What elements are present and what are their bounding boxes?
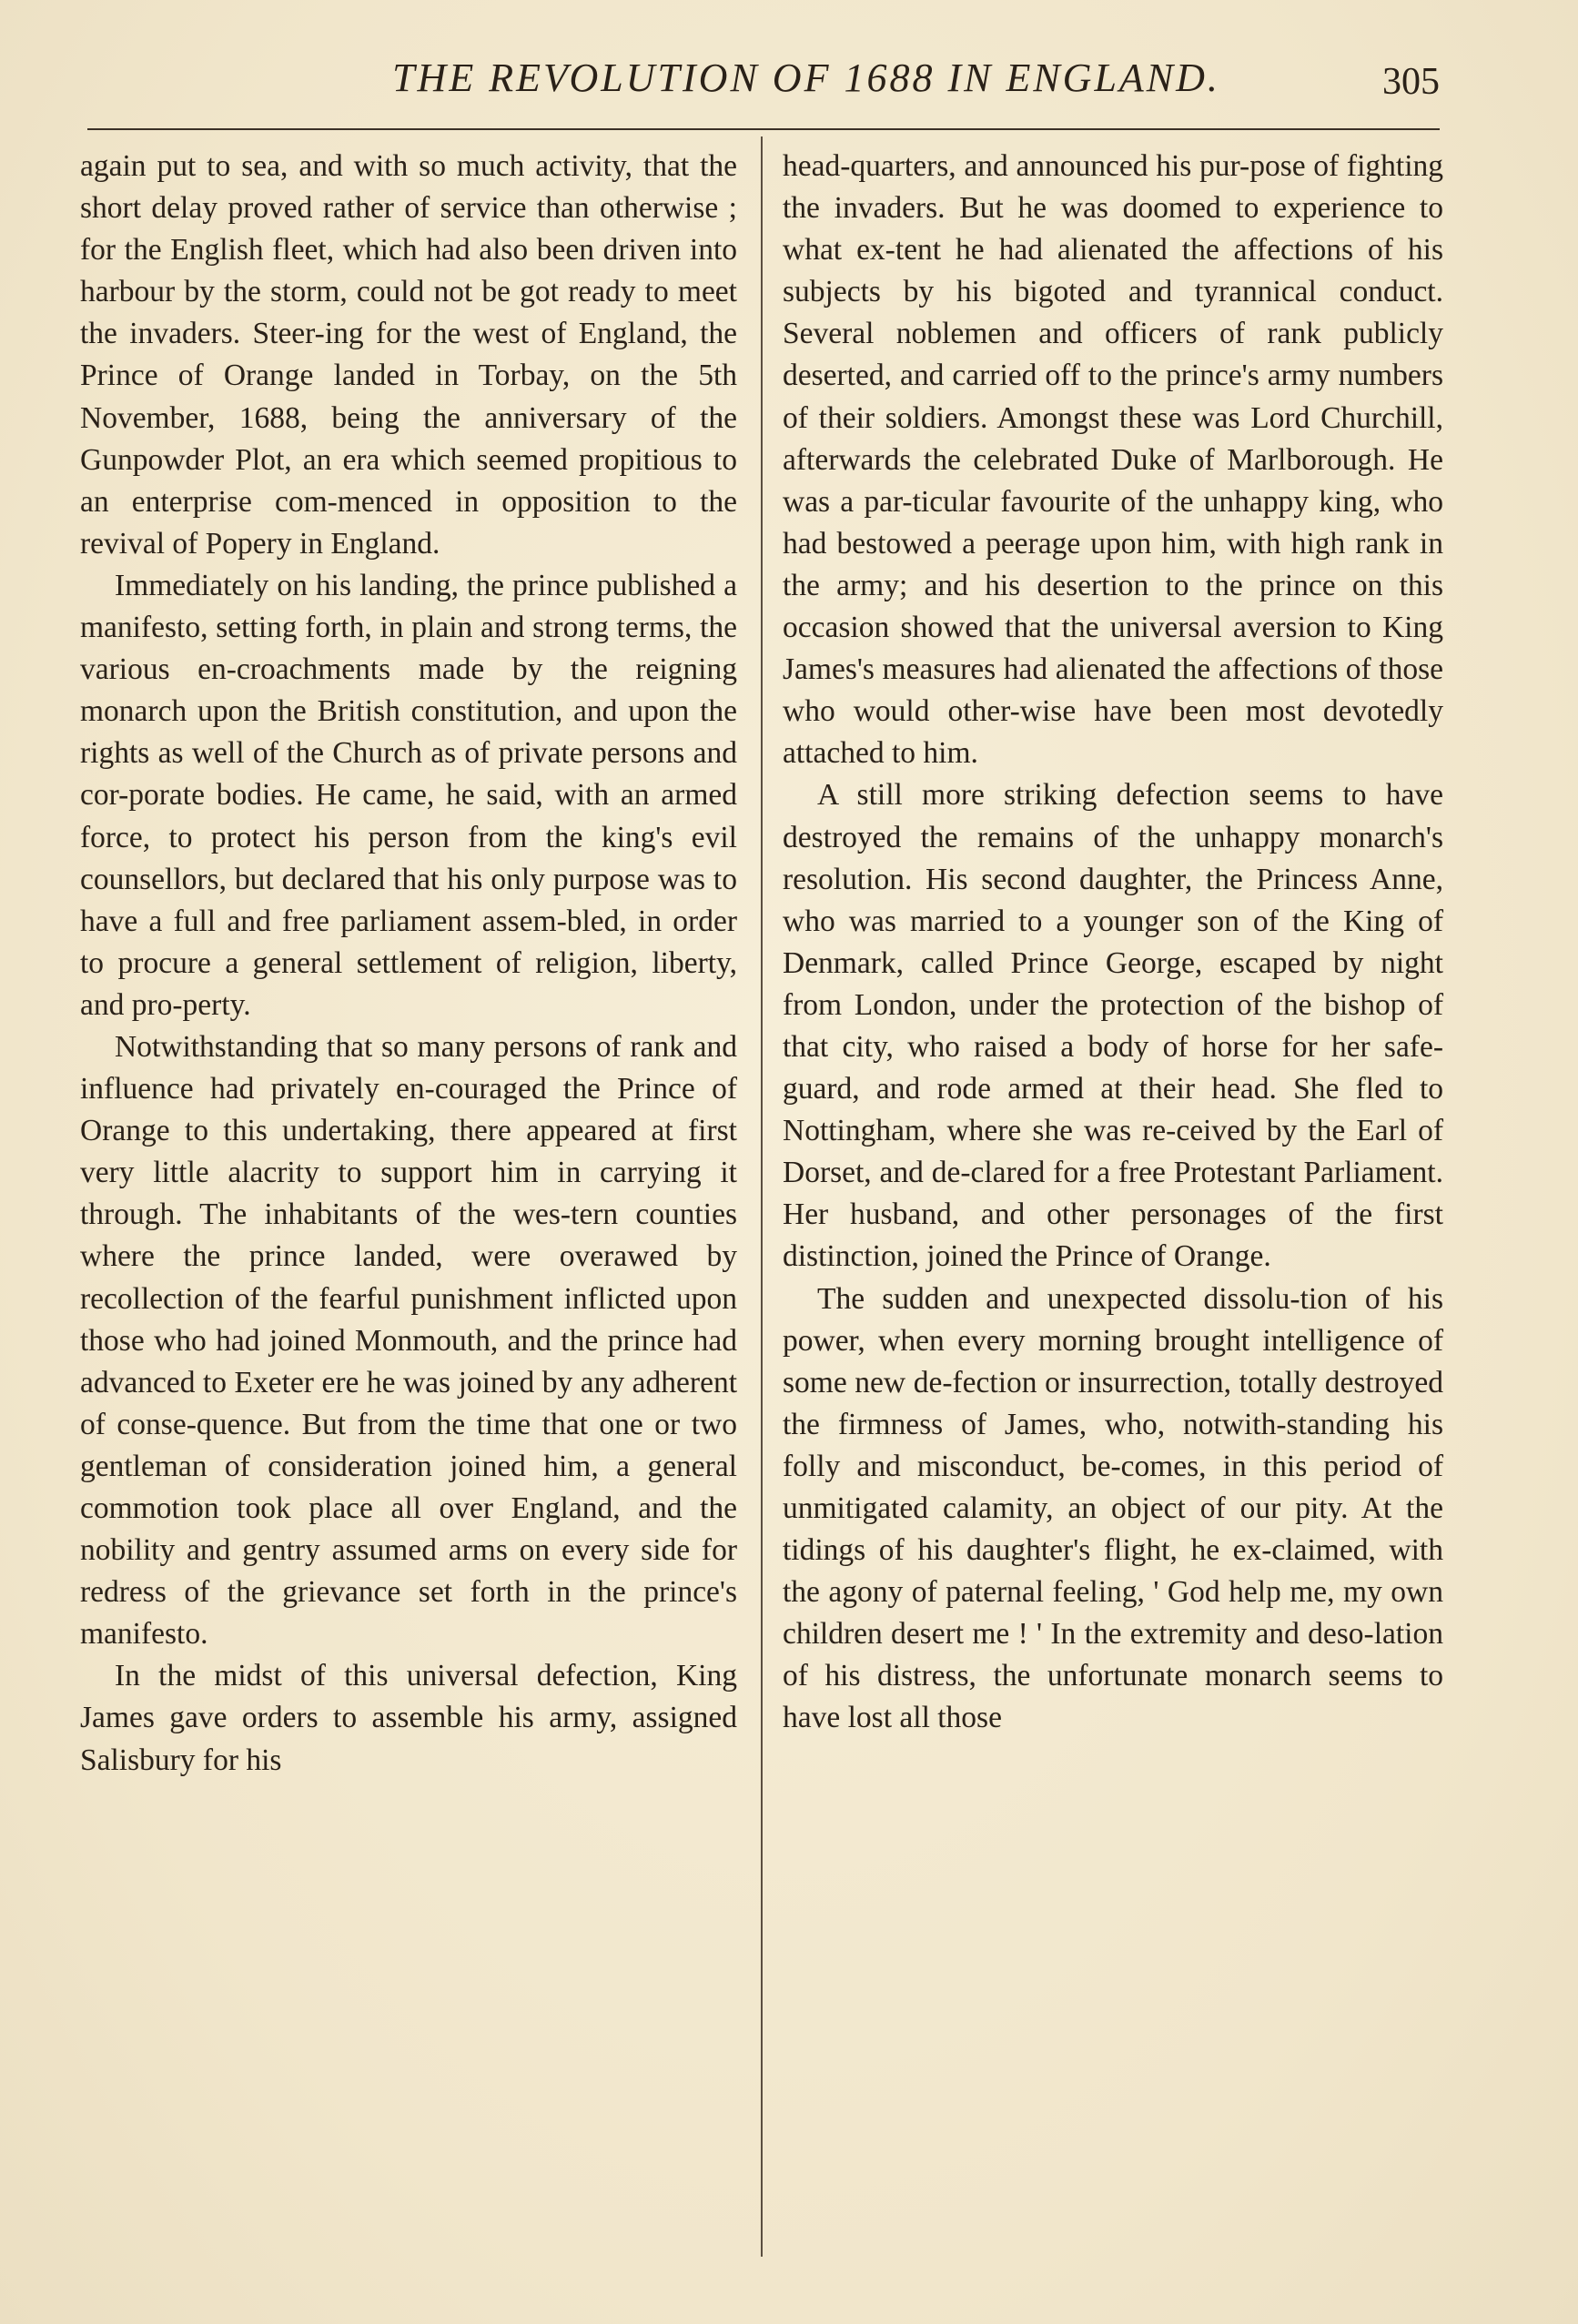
column-divider bbox=[761, 136, 763, 2257]
running-head bbox=[87, 47, 1440, 120]
header-rule bbox=[87, 128, 1440, 130]
paragraph: The sudden and unexpected dissolu-tion of his power, when every morning brought intelligence of some new de-fection or insurrection, totally destroyed the firmness of James, who, notwith-standing his folly and misconduct, be-comes, in this period of unmitigated calamity, an object of our pity. At the tidings of his daughter's flight, he ex-claimed, with the agony of paternal feeling, ' God help me, my own children desert me ! ' In the extremity and deso-lation of his distress, the unfortunate monarch seems to have lost all those bbox=[783, 1281, 1443, 1735]
paragraph: Immediately on his landing, the prince published a manifesto, setting forth, in plain and strong terms, the various en-croachments made by the reigning monarch upon the British constitution, and upon the rights as well of the Church as of private persons and cor-porate bodies. He came, he said, with an armed force, to protect his person from the king's evil counsellors, but declared that his only purpose was to have a full and free parliament assem-bled, in order to procure a general settlement of religion, liberty, and pro-perty. bbox=[80, 568, 737, 1022]
paragraph: A still more striking defection seems to have destroyed the remains of the unhappy monarch's resolution. His second daughter, the Princess Anne, who was married to a younger son of the King of Denmark, called Prince George, escaped by night from London, under the protection of the bishop of that city, who raised a body of horse for her safe-guard, and rode armed at their head. She fled to Nottingham, where she was re-ceived by the Earl of Dorset, and de-clared for a free Protestant Parliament. Her husband, and other personages of the first distinction, joined the Prince of Orange. bbox=[783, 778, 1443, 1274]
running-title: THE REVOLUTION OF 1688 IN ENGLAND. bbox=[392, 56, 1220, 100]
right-column bbox=[783, 146, 1443, 2266]
page-number: 305 bbox=[1382, 61, 1440, 103]
paragraph: In the midst of this universal defection, King James gave orders to assemble his army, assigned Salisbury for his bbox=[80, 1659, 737, 1777]
paragraph: head-quarters, and announced his pur-pose of fighting the invaders. But he was doomed to experience to what ex-tent he had alienated the affections of his subjects by his bigoted and tyrannical conduct. Several noblemen and officers of rank publicly deserted, and carried off to the prince's army numbers of their soldiers. Amongst these was Lord Churchill, afterwards the celebrated Duke of Marlborough. He was a par-ticular favourite of the unhappy king, who had bestowed a peerage upon him, with high rank in the army; and his desertion to the prince on this occasion showed that the universal aversion to King James's measures had alienated the affections of those who would other-wise have been most devotedly attached to him. bbox=[783, 149, 1443, 771]
paragraph: Notwithstanding that so many persons of rank and influence had privately en-couraged the Prince of Orange to this undertaking, there appeared at first very little alacrity to support him in carrying it through. The inhabitants of the wes-tern counties where the prince landed, were overawed by recollection of the fearful punishment inflicted upon those who had joined Monmouth, and the prince had advanced to Exeter ere he was joined by any adherent of conse-quence. But from the time that one or two gentleman of consideration joined him, a general commotion took place all over England, and the nobility and gentry assumed arms on every side for redress of the grievance set forth in the prince's manifesto. bbox=[80, 1029, 737, 1652]
paragraph: again put to sea, and with so much activity, that the short delay proved rather of service than otherwise ; for the English fleet, which had also been driven into harbour by the storm, could not be got ready to meet the invaders. Steer-ing for the west of England, the Prince of Orange landed in Torbay, on the 5th November, 1688, being the anniversary of the Gunpowder Plot, an era which seemed propitious to an enterprise com-menced in opposition to the revival of Popery in England. bbox=[80, 149, 737, 561]
left-column bbox=[80, 146, 737, 2266]
